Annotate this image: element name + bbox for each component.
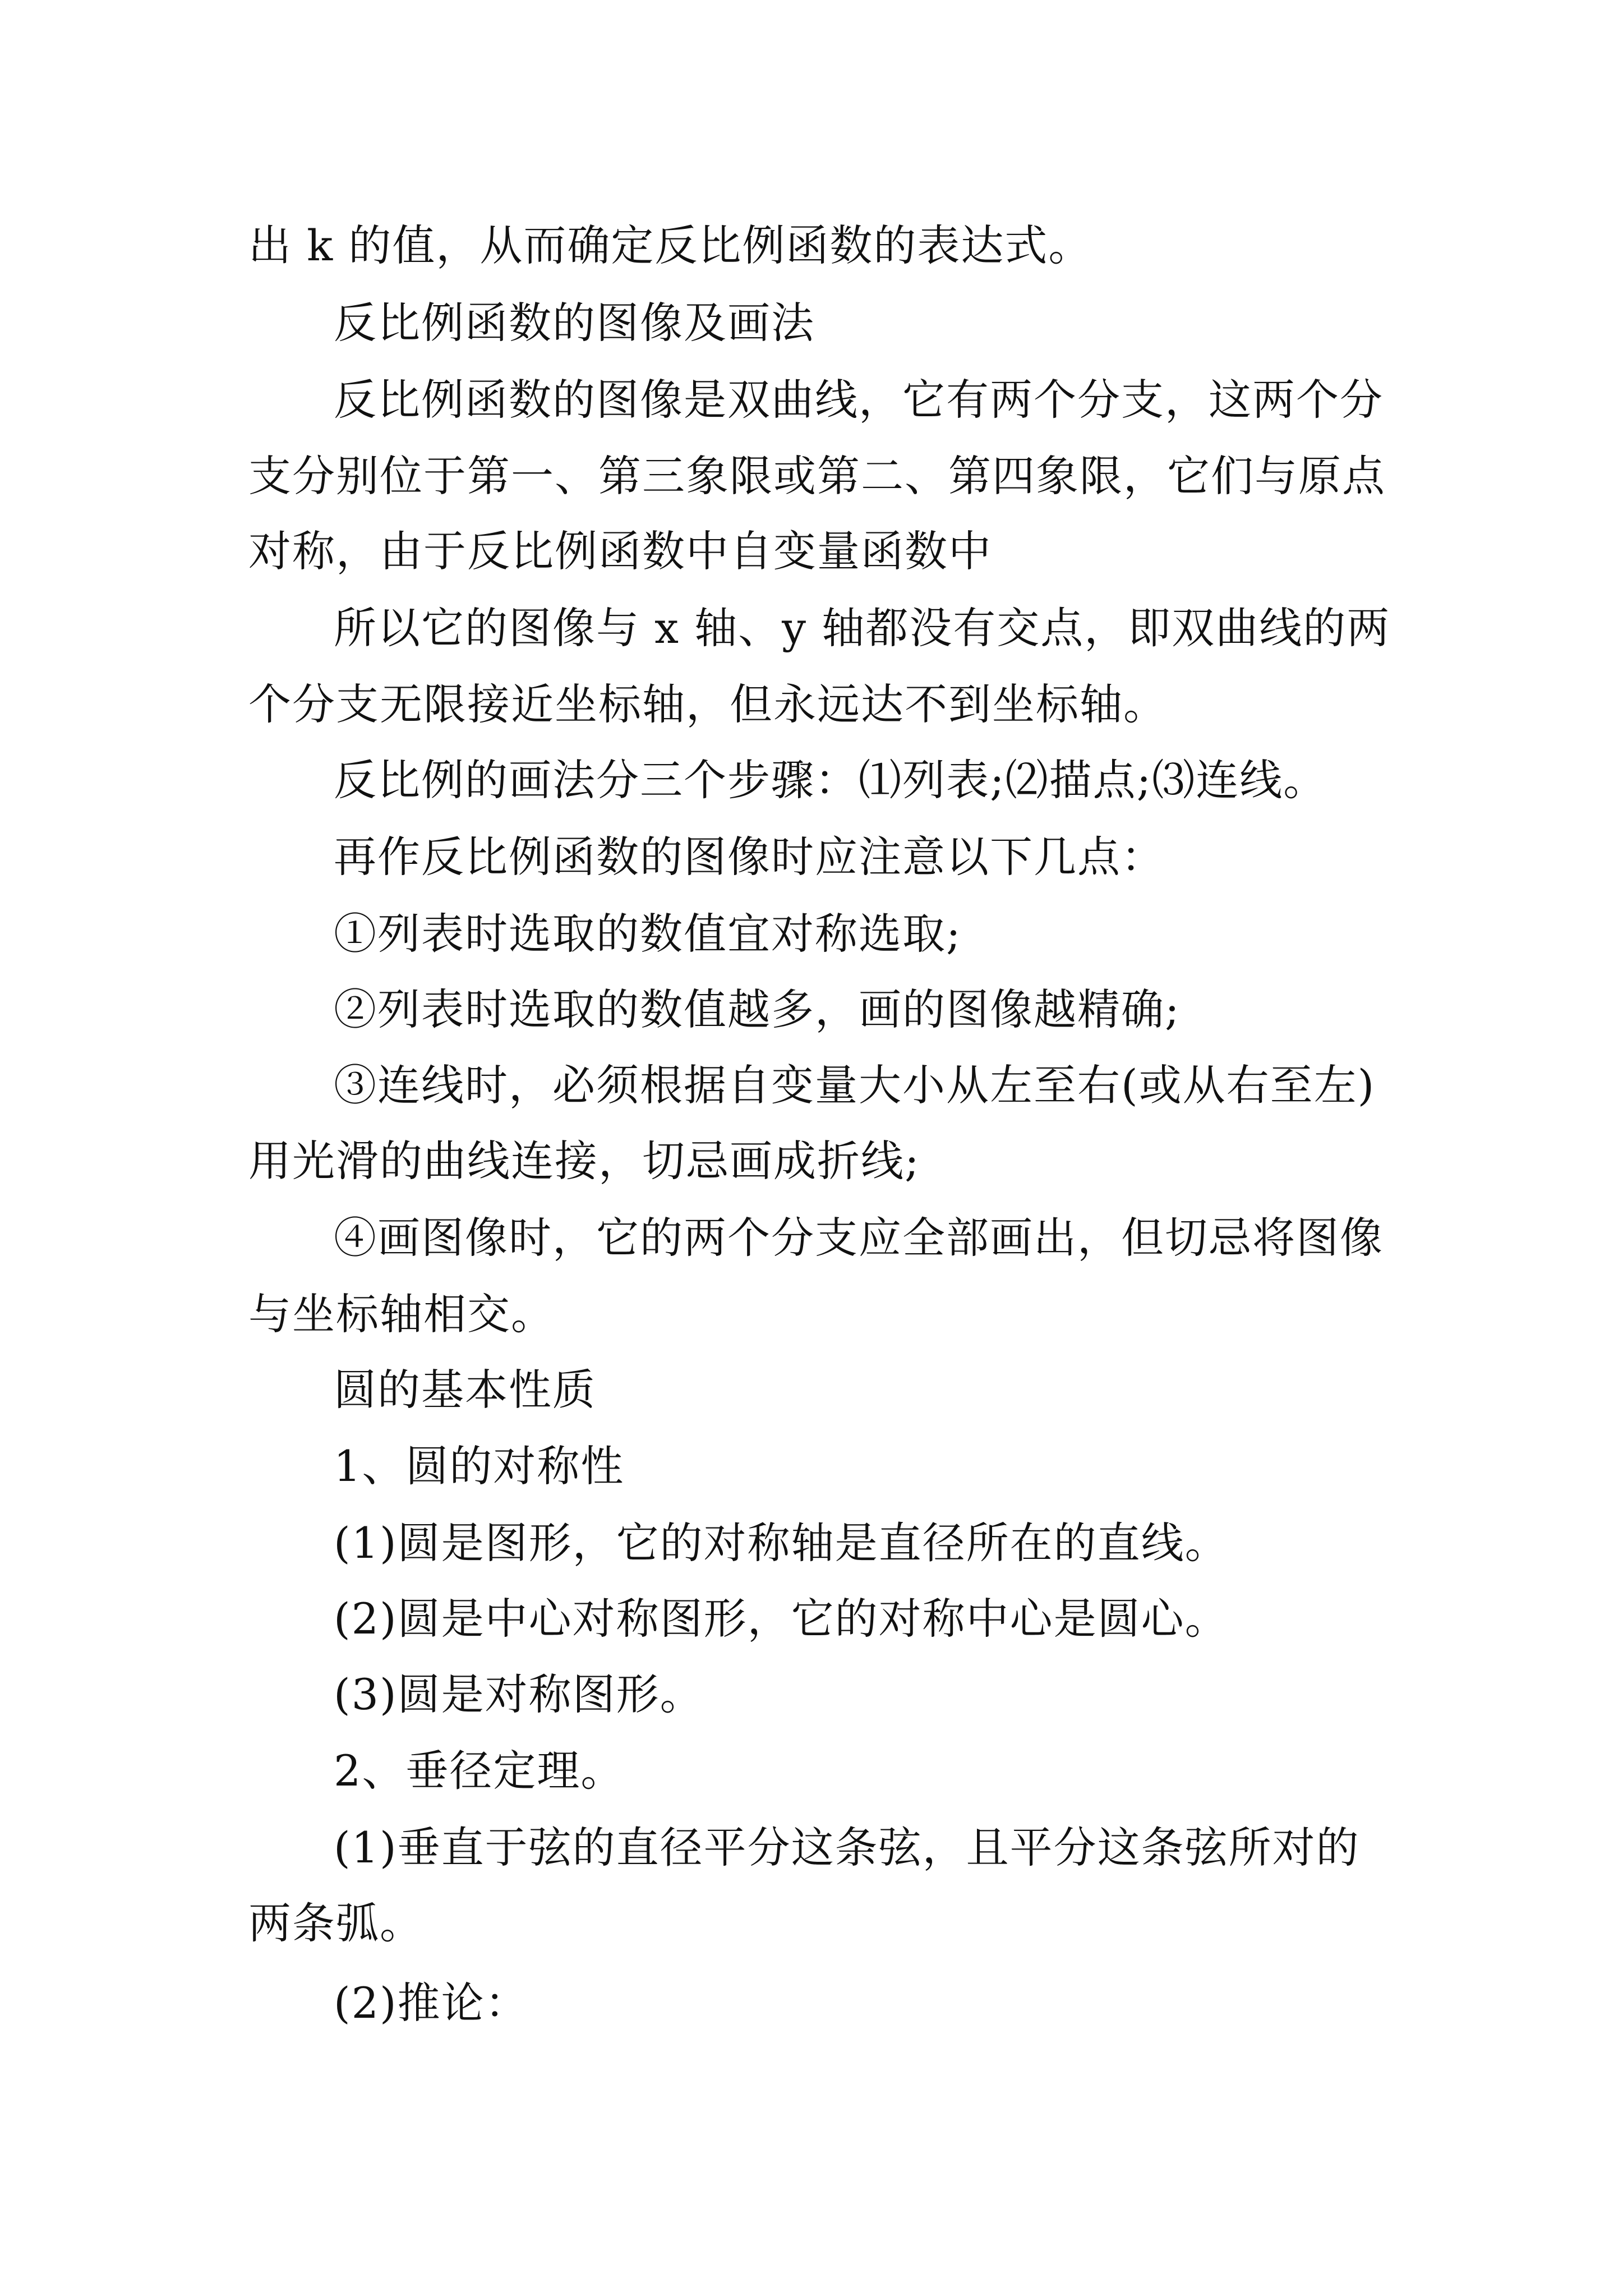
text-line-12: ③连线时，必须根据自变量大小从左至右(或从右至左): [334, 1060, 1376, 1110]
text-line-6: 所以它的图像与 x 轴、y 轴都没有交点，即双曲线的两: [334, 603, 1391, 653]
text-line-10: ①列表时选取的数值宜对称选取;: [334, 909, 962, 959]
text-line-14: ④画图像时，它的两个分支应全部画出，但切忌将图像: [334, 1213, 1384, 1263]
text-line-1: 出 k 的值，从而确定反比例函数的表达式。: [248, 220, 1092, 270]
text-line-18: (1)圆是图形，它的对称轴是直径所在的直线。: [334, 1518, 1229, 1568]
text-line-20: (3)圆是对称图形。: [334, 1669, 704, 1719]
text-line-8: 反比例的画法分三个步骤：⑴列表;⑵描点;⑶连线。: [334, 755, 1327, 805]
text-line-17: 1、圆的对称性: [334, 1441, 625, 1491]
text-line-5: 对称，由于反比例函数中自变量函数中: [248, 526, 992, 576]
text-line-11: ②列表时选取的数值越多，画的图像越精确;: [334, 984, 1181, 1034]
text-line-24: (2)推论：: [334, 1978, 529, 2028]
text-line-21: 2、垂径定理。: [334, 1746, 625, 1796]
text-line-9: 再作反比例函数的图像时应注意以下几点：: [334, 832, 1165, 882]
text-line-3: 反比例函数的图像是双曲线，它有两个分支，这两个分: [334, 375, 1384, 425]
text-line-23: 两条弧。: [248, 1898, 423, 1948]
text-line-15: 与坐标轴相交。: [248, 1289, 555, 1339]
text-line-4: 支分别位于第一、第三象限或第二、第四象限，它们与原点: [248, 451, 1386, 501]
text-line-2: 反比例函数的图像及画法: [334, 298, 815, 348]
text-line-13: 用光滑的曲线连接，切忌画成折线;: [248, 1136, 920, 1186]
text-line-19: (2)圆是中心对称图形，它的对称中心是圆心。: [334, 1594, 1229, 1644]
text-line-7: 个分支无限接近坐标轴，但永远达不到坐标轴。: [248, 679, 1167, 729]
text-line-16: 圆的基本性质: [334, 1365, 596, 1415]
text-line-22: (1)垂直于弦的直径平分这条弦，且平分这条弦所对的: [334, 1823, 1360, 1872]
